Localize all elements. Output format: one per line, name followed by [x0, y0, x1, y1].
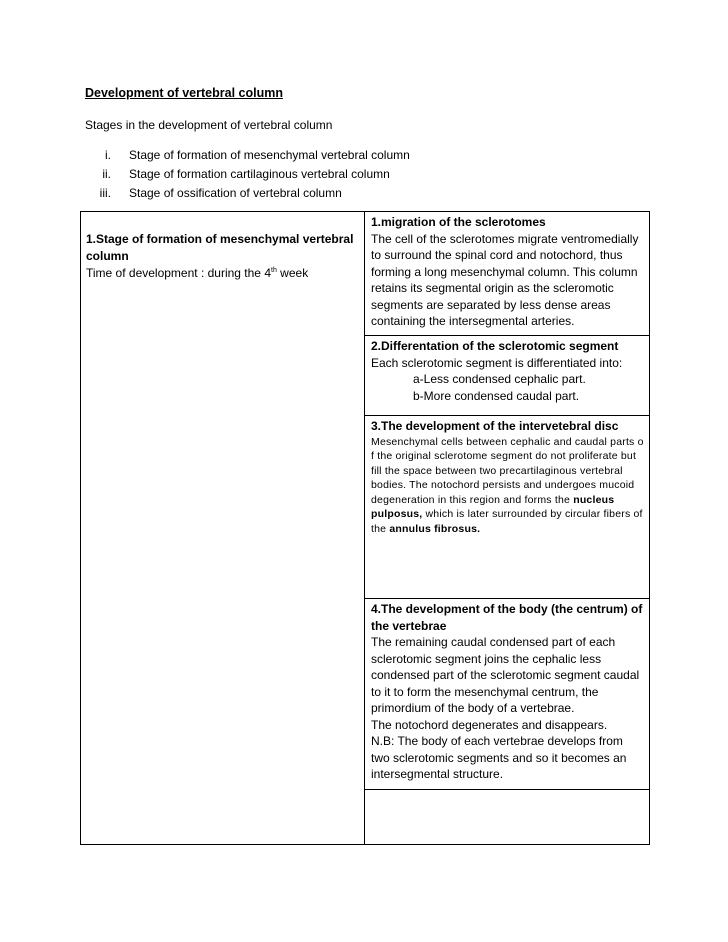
left-heading-line2: column: [86, 249, 129, 263]
table-right-column: [365, 212, 649, 844]
cell-disc: [365, 416, 649, 599]
cell-heading: 3.The development of the intervetebral disc: [371, 419, 619, 433]
time-superscript: th: [271, 267, 277, 274]
cell-migration: [365, 212, 649, 336]
stage-text: Stage of ossification of vertebral column: [129, 186, 342, 200]
cell-text: Each sclerotomic segment is differentiated into:: [371, 355, 623, 370]
time-suffix: week: [276, 266, 309, 280]
stage-text: Stage of formation of mesenchymal vertebral column: [129, 148, 410, 162]
left-heading-line1: 1.Stage of formation of mesenchymal vertebral: [86, 232, 354, 246]
cell-empty: [365, 790, 649, 844]
disc-text-1: Mesenchymal cells between cephalic and caudal parts o f the original sclerotome segment do not proliferate but fill the space between two precartilaginous vertebral bodies. The notochord persists and undergoes mucoid degeneration in this region and forms the: [371, 435, 644, 506]
cell-heading: 2.Differentation of the sclerotomic segment: [371, 339, 619, 353]
list-item: b-More condensed caudal part.: [413, 388, 580, 403]
stage-number: ii.: [102, 167, 111, 181]
cell-heading: 1.migration of the sclerotomes: [371, 215, 546, 229]
time-of-development: [86, 265, 361, 282]
cell-text: The cell of the sclerotomes migrate ventromedially to surround the spinal cord and notochord, thus forming a long mesenchymal column. This column retains its segmental origin as the scleromotic segments are separated by less dense areas containing the intersegmental arteries.: [371, 231, 639, 328]
intro-text: Stages in the development of vertebral column: [85, 118, 333, 132]
left-heading: [86, 231, 361, 265]
disc-bold-2: annulus fibrosus.: [389, 522, 481, 535]
disc-text-2: which is later surrounded by circular fibers of the: [371, 508, 643, 535]
cell-body: [365, 599, 649, 790]
table-left-column: [81, 212, 365, 844]
time-prefix: Time of development : during the 4: [86, 266, 271, 280]
stage-number: iii.: [99, 186, 111, 200]
cell-heading: 4.The development of the body (the centrum) of the vertebrae: [371, 602, 643, 633]
left-cell-content: [86, 231, 361, 282]
stage-number: i.: [105, 148, 111, 162]
cell-text: N.B: The body of each vertebrae develops from two sclerotomic segments and so it becomes an intersegmental structure.: [371, 734, 627, 781]
document-title: Development of vertebral column: [85, 86, 283, 100]
stage-text: Stage of formation cartilaginous vertebral column: [129, 167, 390, 181]
cell-differentiation: [365, 336, 649, 416]
cell-text: The remaining caudal condensed part of each sclerotomic segment joins the cephalic less condensed part of the sclerotomic segment caudal to it to form the mesenchymal centrum, the primordium of the body of a vertebrae.: [371, 635, 640, 715]
stage-table: [80, 211, 650, 845]
disc-bold-1: nucleus pulposus,: [371, 493, 615, 520]
cell-text: [371, 435, 644, 537]
list-item: a-Less condensed cephalic part.: [413, 372, 586, 386]
cell-text: The notochord degenerates and disappears.: [371, 717, 608, 732]
